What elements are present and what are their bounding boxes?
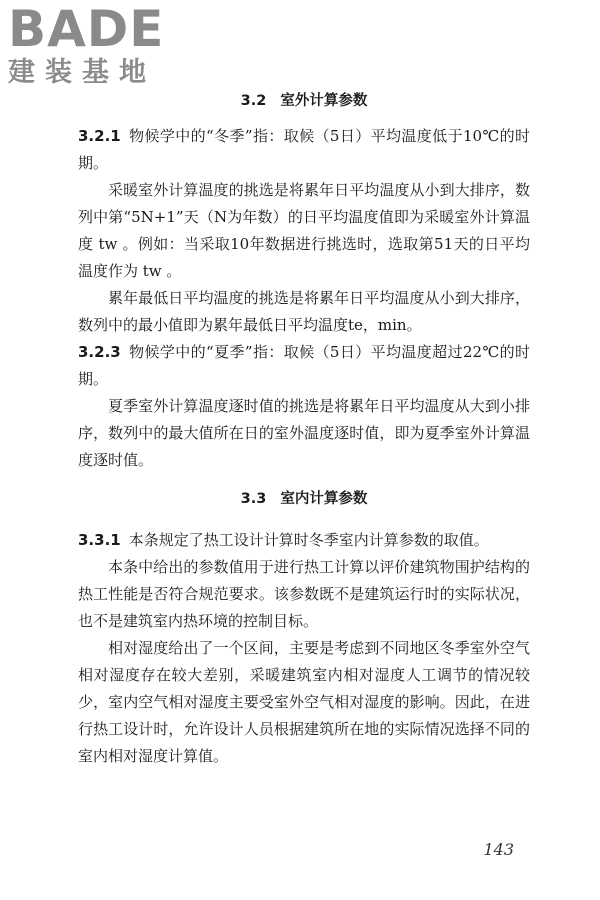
section-3-3-heading	[78, 486, 530, 513]
clause-number: 3.3.1	[78, 531, 121, 549]
clause-3-2-3	[78, 339, 530, 393]
section-title: 室内计算参数	[280, 491, 368, 507]
paragraph: 相对湿度给出了一个区间，主要是考虑到不同地区冬季室外空气相对湿度存在较大差别，采暖建筑室内相对湿度人工调节的情况较少，室内空气相对湿度主要受室外空气相对湿度的影响。因此，在进行热工设计时，允许设计人员根据建筑所在地的实际情况选择不同的室内相对湿度计算值。	[78, 639, 530, 765]
clause-number: 3.2.3	[78, 343, 121, 361]
logo-wordmark: BADE	[8, 0, 165, 58]
paragraph: 夏季室外计算温度逐时值的挑选是将累年日平均温度从大到小排序，数列中的最大值所在日的室外温度逐时值，即为夏季室外计算温度逐时值。	[78, 397, 530, 469]
clause-text: 物候学中的“冬季”指：取候（5日）平均温度低于10℃的时期。	[78, 127, 530, 172]
page-content	[78, 88, 530, 770]
section-3-2-heading	[78, 88, 530, 115]
section-title: 室外计算参数	[280, 93, 368, 109]
clause-text: 本条规定了热工设计计算时冬季室内计算参数的取值。	[128, 531, 489, 549]
paragraph: 累年最低日平均温度的挑选是将累年日平均温度从小到大排序，数列中的最小值即为累年最低日平均温度te，min。	[78, 289, 530, 334]
clause-3-3-1	[78, 527, 530, 554]
section-number: 3.2	[240, 93, 267, 109]
bade-logo	[8, 0, 178, 90]
clause-number: 3.2.1	[78, 127, 121, 145]
clause-text: 物候学中的“夏季”指：取候（5日）平均温度超过22℃的时期。	[78, 343, 530, 388]
logo-subtitle: 建装基地	[8, 57, 156, 88]
clause-3-2-1	[78, 123, 530, 177]
paragraph: 本条中给出的参数值用于进行热工计算以评价建筑物围护结构的热工性能是否符合规范要求。该参数既不是建筑运行时的实际状况，也不是建筑室内热环境的控制目标。	[78, 558, 530, 630]
section-number: 3.3	[240, 491, 267, 507]
paragraph: 采暖室外计算温度的挑选是将累年日平均温度从小到大排序，数列中第“5N+1”天（N为年数）的日平均温度值即为采暖室外计算温度 tw 。例如：当采取10年数据进行挑选时，选取第51天的日平均温度作为 tw 。	[78, 181, 530, 280]
page-number: 143	[483, 840, 514, 859]
